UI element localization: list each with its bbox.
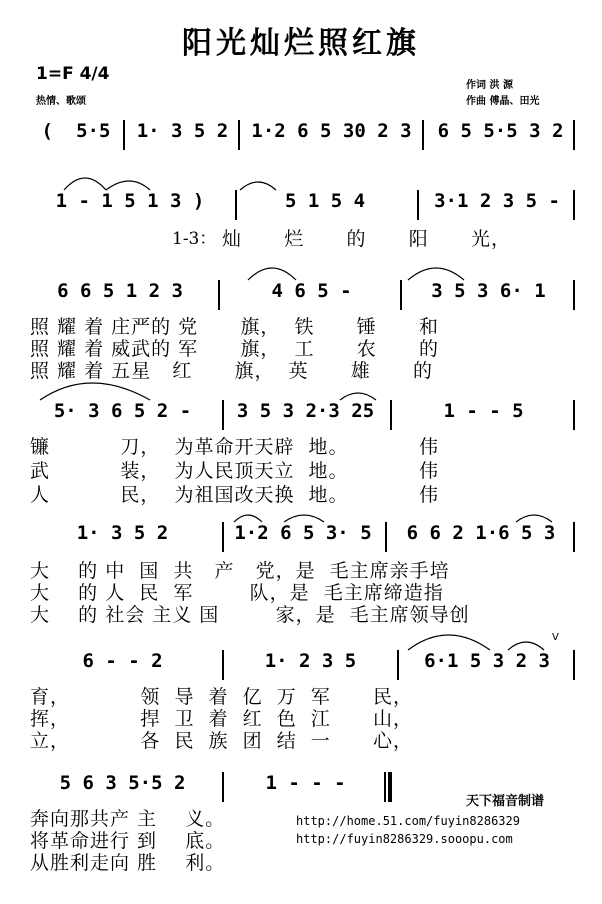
note-group: 1· 3 5 2 [136,120,229,142]
measure-4-2 [228,400,383,428]
slur-arc [40,383,150,400]
note-group: 4 6 5 - [271,280,352,302]
barline [397,650,399,680]
tempo-mood: 热情、歌颂 [36,96,86,107]
publisher-credit: 天下福音制谱 [466,794,545,809]
composer-credit: 作曲 傅晶、田光 [466,96,540,107]
note-group: 1 - 1 5 1 3 ) [55,190,205,212]
note-group: 1 - - 5 [443,400,524,422]
measure-1-1 [30,120,122,148]
measure-5-1 [30,522,215,550]
measure-4-3 [396,400,571,428]
slur-arc [516,515,552,522]
barline [573,522,575,552]
measure-1-2 [130,120,235,148]
barline [422,120,424,150]
slur-arc [284,515,324,522]
slur-arc [408,635,490,650]
note-group: ( [41,120,53,142]
measure-7-2 [228,772,383,800]
staff-system-6 [30,650,575,678]
slur-arc [248,268,296,280]
staff-system-1 [30,120,575,148]
key-signature: 1=F 4/4 [36,64,110,84]
barline [573,650,575,680]
measure-2-1 [30,190,230,218]
lyric-line: 从胜利走向 胜 利。 [30,852,226,874]
note-group: 1 - - - [265,772,346,794]
measure-2-3 [422,190,572,218]
note-group: 3·1 2 3 5 - [434,190,560,212]
slur-arc [408,268,464,280]
slur-arc [106,181,150,190]
barline [385,522,387,552]
note-group: 6 6 5 1 2 3 [57,280,183,302]
barline [573,280,575,310]
note-group: 3 5 3 2·3 25 [236,400,375,422]
slur-arc [340,393,376,400]
barline [222,400,224,430]
lyric-line: 奔向那共产 主 义。 [30,808,226,830]
lyric-line: 将革命进行 到 底。 [30,830,226,852]
measure-1-4 [428,120,573,148]
lyric-line: 立， 各 民 族 团 结 一 心， [30,730,414,752]
lyric-line: 照 耀 着 庄严的 党 旗， 铁 锤 和 [30,316,439,338]
lyric-line: 大 的 中 国 共 产 党，是 毛主席亲手培 [30,560,450,582]
note-group: 1· 2 3 5 [264,650,357,672]
barline [235,190,237,220]
lyric-line: 挥， 捍 卫 着 红 色 江 山， [30,708,414,730]
note-group: 5·5 [76,120,111,142]
url-2: http://fuyin8286329.sooopu.com [296,832,513,846]
measure-6-1 [30,650,215,678]
note-group: 1·2 6 5 3· 5 [234,522,372,544]
breath-mark: V [552,632,559,643]
barline [390,400,392,430]
measure-3-2 [224,280,399,308]
url-1: http://home.51.com/fuyin8286329 [296,814,520,828]
note-group: 6 - - 2 [82,650,163,672]
barline [417,190,419,220]
barline [222,522,224,552]
measure-1-3 [244,120,419,148]
measure-4-1 [30,400,215,428]
verse-label: 1-3： [172,229,217,249]
slur-arc [234,515,262,522]
staff-system-4 [30,400,575,428]
lyric-line: 照 耀 着 威武的 军 旗， 工 农 的 [30,338,439,360]
staff-system-2 [30,190,575,218]
note-group: 6 6 2 1·6 5 3 [406,522,556,544]
lyric-line: 武 装， 为人民顶天立 地。 伟 [30,460,439,482]
lyric-line: 人 民， 为祖国改天换 地。 伟 [30,484,439,506]
note-group: 1· 3 5 2 [76,522,169,544]
final-barline-thin [384,772,386,802]
measure-7-1 [30,772,215,800]
barline [400,280,402,310]
barline [573,120,575,150]
note-group: 5 6 3 5·5 2 [59,772,186,794]
lyric-line: 大 的 社会 主义 国 家，是 毛主席领导创 [30,604,470,626]
measure-3-3 [406,280,571,308]
measure-5-2 [228,522,378,550]
note-group: 5· 3 6 5 2 - [53,400,192,422]
note-group: 1·2 6 5 30 2 3 [251,120,412,142]
barline [573,190,575,220]
slur-arc [508,642,544,650]
barline [218,280,220,310]
measure-5-3 [390,522,572,550]
measure-6-2 [228,650,393,678]
note-group: 6 5 5·5 3 2 [437,120,564,142]
slur-arc [240,182,276,190]
note-group: 3 5 3 6· 1 [431,280,546,302]
lyric-line: 照 耀 着 五星 红 旗， 英 雄 的 [30,360,434,382]
note-group: 5 1 5 4 [284,190,366,212]
song-title: 阳光灿烂照红旗 [182,26,420,61]
slur-arc [64,178,106,190]
barline [222,772,224,802]
lyricist-credit: 作词 洪 源 [466,80,513,91]
measure-2-2 [240,190,410,218]
lyric-line: 灿 烂 的 阳 光， [222,228,511,250]
staff-system-3 [30,280,575,308]
note-group: 6·1 5 3 2 3 [424,650,550,672]
lyric-line: 大 的 人 民 军 队，是 毛主席缔造指 [30,582,444,604]
barline [222,650,224,680]
barline [573,400,575,430]
staff-system-5 [30,522,575,550]
lyric-line: 镰 刀， 为革命开天辟 地。 伟 [30,436,439,458]
measure-3-1 [30,280,210,308]
measure-6-3 [402,650,572,678]
barline [238,120,240,150]
lyric-line: 育， 领 导 着 亿 万 军 民， [30,686,414,708]
final-barline-thick [388,772,392,802]
barline [123,120,125,150]
